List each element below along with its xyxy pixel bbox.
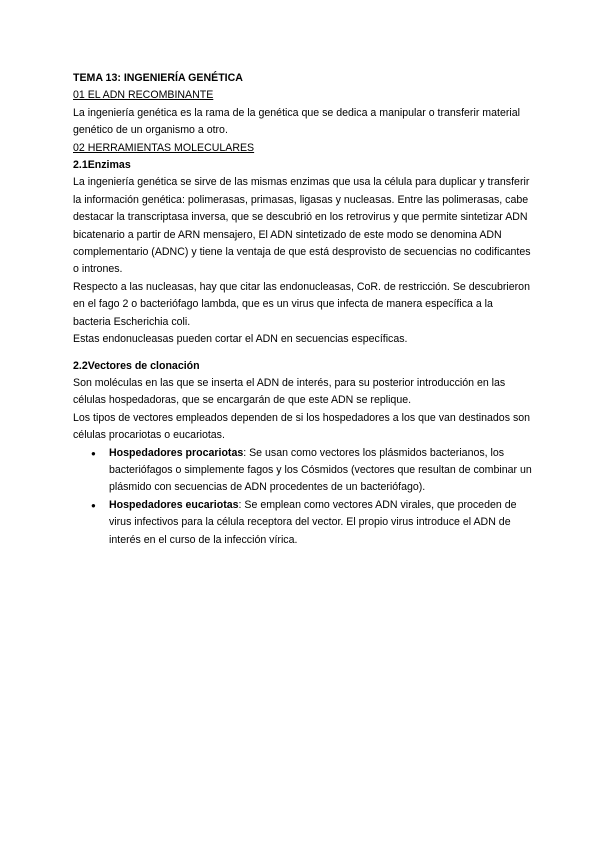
list-item-text: : Se emplean como vectores ADN virales, que proceden de virus infectivos para la célula receptora del vector. El propio virus introduce el ADN de interés en el curso de la infección vírica. bbox=[109, 498, 517, 546]
section-2-1-paragraph-1: La ingeniería genética se sirve de las mismas enzimas que usa la célula para duplicar y transferir la información genética: polimerasas, primasas, ligasas y nucleasas. Entre las polimerasas, cabe destacar la transcriptasa inversa, que se descubrió en los retrovirus y que permite sintetizar ADN bicatenario a partir de ARN mensajero, El ADN sintetizado de este modo se denomina ADN complementario (ADNC) y tiene la ventaja de que está desprovisto de secuencias no codificantes o intrones. bbox=[73, 176, 531, 276]
section-spacer bbox=[73, 349, 533, 358]
document-page bbox=[73, 70, 533, 549]
list-item-text: : Se usan como vectores los plásmidos bacterianos, los bacteriófagos o simplemente fagos y los Cósmidos (vectores que resultan de combinar un plásmido con secuencias de ADN procedentes de un bacteriófago). bbox=[109, 446, 532, 494]
section-2-2-paragraph-1: Son moléculas en las que se inserta el ADN de interés, para su posterior introducción en las células hospedadoras, que se encargarán de que este ADN se replique. bbox=[73, 376, 506, 407]
section-02-heading: 02 HERRAMIENTAS MOLECULARES bbox=[73, 141, 255, 154]
bullet-icon: ● bbox=[91, 500, 96, 510]
section-2-2-paragraph-2: Los tipos de vectores empleados dependen de si los hospedadores a los que van destinados son células procariotas o eucariotas. bbox=[73, 411, 531, 442]
section-2-1-paragraph-3: Estas endonucleasas pueden cortar el ADN en secuencias específicas. bbox=[73, 333, 408, 346]
section-2-1-paragraph-2: Respecto a las nucleasas, hay que citar las endonucleasas, CoR. de restricción. Se descubrieron en el fago 2 o bacteriófago lambda, que es un virus que infecta de manera específica a la bacteria Escherichia coli. bbox=[73, 280, 530, 328]
section-01-paragraph: La ingeniería genética es la rama de la genética que se dedica a manipular o transferir material genético de un organismo a otro. bbox=[73, 106, 520, 137]
list-item-label: Hospedadores procariotas bbox=[109, 446, 244, 459]
list-item-label: Hospedadores eucariotas bbox=[109, 498, 239, 511]
host-types-list bbox=[73, 445, 533, 549]
section-2-2-heading: 2.2Vectores de clonación bbox=[73, 359, 200, 372]
list-item bbox=[73, 445, 533, 497]
document-title: TEMA 13: INGENIERÍA GENÉTICA bbox=[73, 72, 243, 84]
bullet-icon: ● bbox=[91, 448, 96, 458]
list-item bbox=[73, 497, 533, 549]
section-01-heading: 01 EL ADN RECOMBINANTE bbox=[73, 89, 214, 102]
section-2-1-heading: 2.1Enzimas bbox=[73, 159, 131, 172]
